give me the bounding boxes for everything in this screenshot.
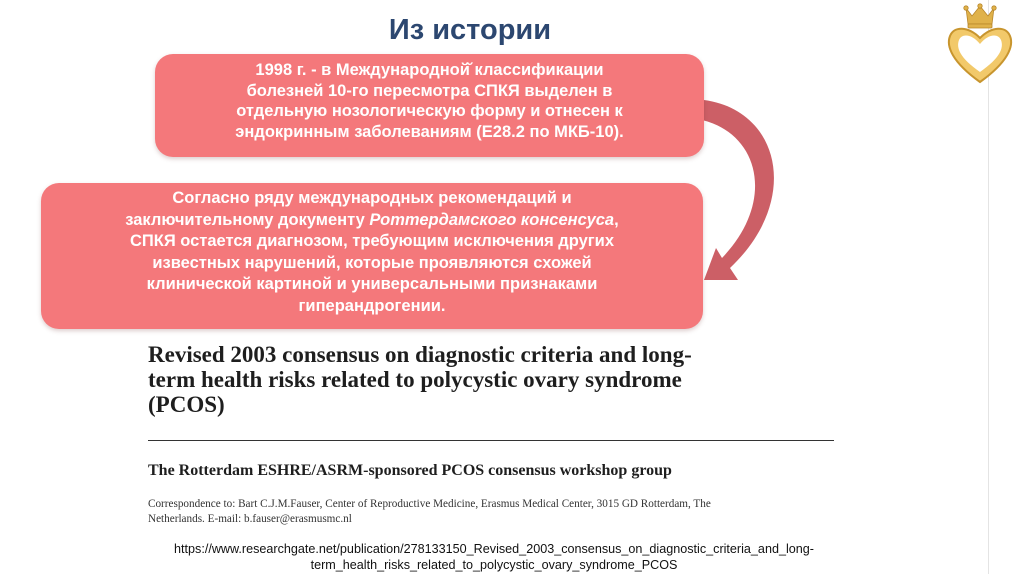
box1-line-1: 1998 г. - в Международной̆ классификации: [255, 61, 604, 79]
box2-line-3: СПКЯ остается диагнозом, требующим исключения других: [129, 232, 615, 250]
box2-line-2-end: ,: [614, 210, 619, 229]
correspondence-line-2: Netherlands. E-mail: b.fauser@erasmusmc.nl: [148, 513, 352, 525]
source-link-line-1: https://www.researchgate.net/publication/278133150_Revised_2003_consensus_on_diagnostic_criteria_and_long-: [174, 542, 814, 556]
rotterdam-consensus-italic: Роттердамского консенсуса: [369, 210, 615, 229]
rotterdam-consensus-box: [41, 183, 703, 329]
box2-line-2: [41, 210, 703, 232]
paper-divider: [148, 440, 834, 441]
source-link-line-2: term_health_risks_related_to_polycystic_ovary_syndrome_PCOS: [310, 558, 678, 572]
correspondence-line-1: Correspondence to: Bart C.J.M.Fauser, Center of Reproductive Medicine, Erasmus Medical Center, 3015 GD Rotterdam, The: [148, 498, 711, 510]
box2-line-1: Согласно ряду международных рекомендаций и: [172, 189, 572, 207]
paper-title-line-2: term health risks related to polycystic ovary syndrome: [148, 367, 682, 392]
paper-title-line-1: Revised 2003 consensus on diagnostic criteria and long-: [148, 342, 692, 367]
box1-line-3: отдельную нозологическую форму и отнесен к: [236, 102, 623, 120]
box2-line-4: известных нарушений, которые проявляются схожей: [152, 253, 592, 272]
crown-heart-logo: [942, 2, 1018, 86]
curved-arrow: [690, 90, 800, 300]
box2-line-5: клинической картиной и универсальными признаками: [146, 275, 598, 293]
paper-correspondence: [148, 497, 828, 527]
history-1998-box: [155, 54, 704, 157]
slide-title: Из истории: [388, 14, 552, 46]
slide-edge-divider: [988, 0, 989, 574]
paper-title: [148, 342, 848, 417]
box2-line-2-start: заключительному документу: [125, 210, 370, 229]
paper-title-line-3: (PCOS): [148, 392, 225, 417]
box2-line-6: гиперандрогении.: [298, 296, 446, 315]
box1-line-2: болезней 10-го пересмотра СПКЯ выделен в: [246, 81, 613, 100]
paper-author-group: The Rotterdam ESHRE/ASRM-sponsored PCOS consensus workshop group: [148, 462, 672, 479]
box1-line-4: эндокринным заболеваниям (Е28.2 по МКБ-10).: [235, 122, 624, 141]
source-link[interactable]: [0, 541, 988, 573]
